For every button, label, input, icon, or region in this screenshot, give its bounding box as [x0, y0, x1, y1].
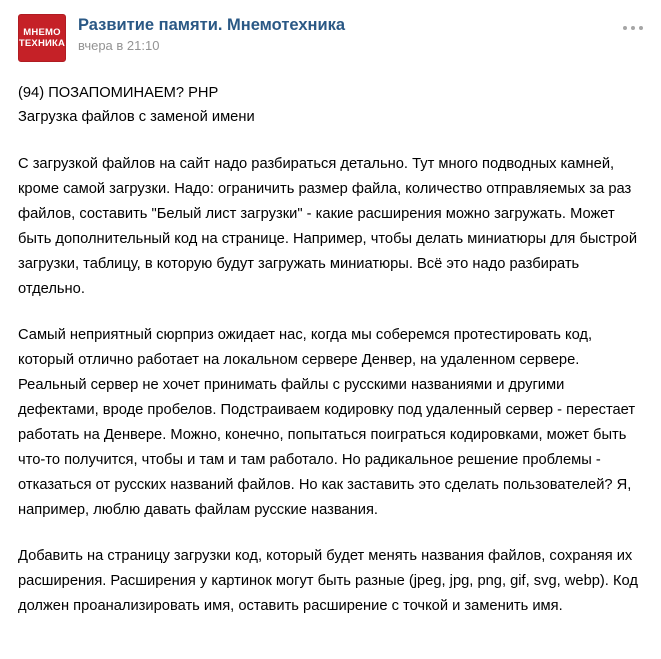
post-paragraph: С загрузкой файлов на сайт надо разбираться детально. Тут много подводных камней, кроме самой загрузки. Надо: ограничить размер файла, количество отправляемых за раз файлов, составить "Белый лист загрузки" - какие расширения можно загружать. Может быть дополнительный код на странице. Например, чтобы делать миниатюры для быстрой загрузки, таблицу, в которую будут загружать миниатюры. Всё это надо разбирать отдельно. [18, 156, 638, 297]
post-paragraph: Самый неприятный сюрприз ожидает нас, когда мы соберемся протестировать код, который отлично работает на локальном сервере Денвер, на удаленном сервере. Реальный сервер не хочет принимать файлы с русскими названиями и другими дефектами, вроде пробелов. Подстраиваем кодировку под удаленный сервер - перестает работать на Денвере. Можно, конечно, попытаться поиграться кодировками, может быть что-то получится, чтобы и там и там работало. Но радикальное решение проблемы - отказаться от русских названий файлов. Но как заставить это сделать пользователей? Я, например, люблю давать файлам русские названия. [18, 327, 636, 518]
post-subtitle-line: Загрузка файлов с заменой имени [18, 109, 255, 125]
post-header [18, 14, 643, 62]
more-options-icon[interactable] [623, 26, 643, 30]
post-header-text [78, 14, 643, 54]
avatar-line-2: ТЕХНИКА [18, 38, 66, 49]
post-date[interactable]: вчера в 21:10 [78, 38, 160, 53]
group-title[interactable]: Развитие памяти. Мнемотехника [78, 16, 346, 34]
dot-3 [639, 26, 643, 30]
avatar[interactable] [18, 14, 66, 62]
dot-2 [631, 26, 635, 30]
post-title-line: (94) ПОЗАПОМИНАЕМ? PHP [18, 85, 219, 101]
avatar-line-1: МНЕМО [23, 27, 61, 38]
post-paragraph: Добавить на страницу загрузки код, который будет менять названия файлов, сохраняя их расширения. Расширения у картинок могут быть разные (jpeg, jpg, png, gif, svg, webp). Код должен проанализировать имя, оставить расширение с точкой и заменить имя. [18, 548, 638, 614]
post-body [18, 82, 643, 619]
dot-1 [623, 26, 627, 30]
